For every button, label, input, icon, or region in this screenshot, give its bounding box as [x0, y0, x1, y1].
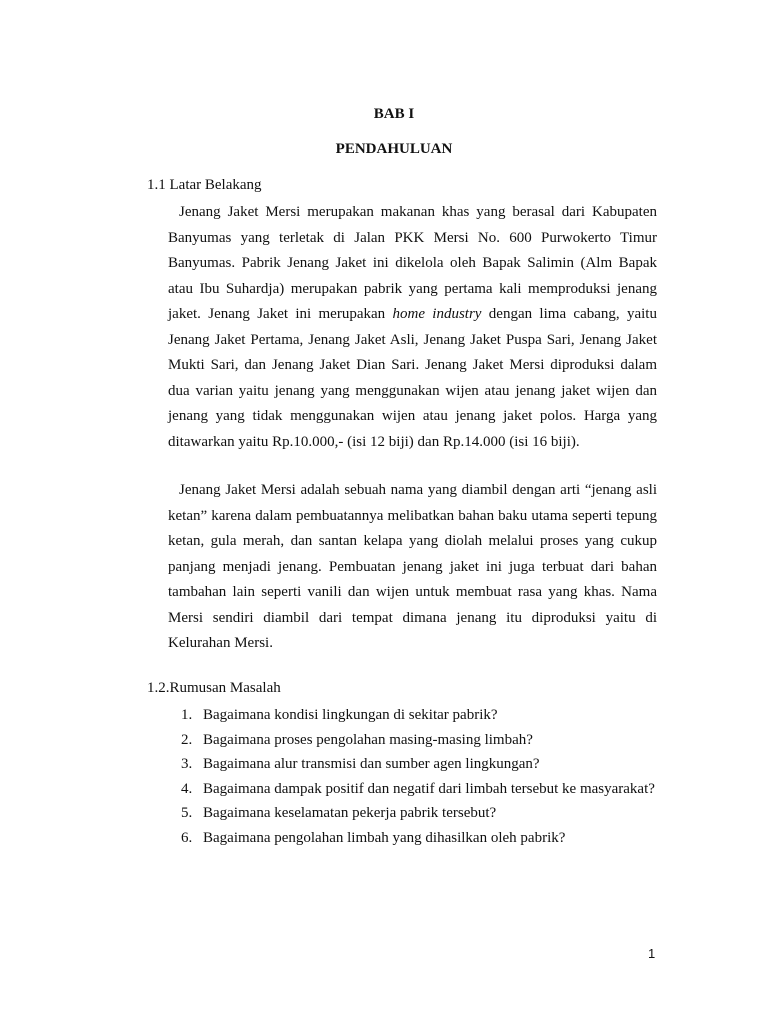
list-item-text: Bagaimana keselamatan pekerja pabrik tersebut?: [203, 805, 497, 821]
paragraph-1-text-a: Jenang Jaket Mersi merupakan makanan khas yang berasal dari Kabupaten Banyumas yang terletak di Jalan PKK Mersi No. 600 Purwokerto Timur Banyumas. Pabrik Jenang Jaket ini dikelola oleh Bapak Salimin (Alm Bapak atau Ibu Suhardja) merupakan pabrik yang pertama kali memproduksi jenang jaket. Jenang Jaket ini merupakan: [168, 204, 657, 322]
list-item-text: Bagaimana pengolahan limbah yang dihasilkan oleh pabrik?: [203, 829, 566, 846]
list-item-number: 6.: [181, 829, 193, 846]
paragraph-2: [168, 478, 657, 657]
paragraph-1-italic: home industry: [392, 306, 482, 322]
problem-list: [181, 703, 657, 850]
list-item-number: 1.: [181, 707, 193, 723]
chapter-number: BAB I: [373, 106, 415, 122]
list-item-text: Bagaimana alur transmisi dan sumber agen lingkungan?: [203, 756, 540, 772]
list-item: [181, 777, 657, 802]
list-item-number: 4.: [181, 780, 193, 797]
page-number: 1: [648, 946, 656, 961]
section-heading-latar-belakang: 1.1 Latar Belakang: [147, 177, 262, 193]
list-item-number: 5.: [181, 805, 193, 821]
paragraph-1-text-b: dengan lima cabang, yaitu Jenang Jaket Pertama, Jenang Jaket Asli, Jenang Jaket Puspa Sari, Jenang Jaket Mukti Sari, dan Jenang Jaket Dian Sari. Jenang Jaket Mersi diproduksi dalam dua varian yaitu jenang yang menggunakan wijen atau jenang jaket wijen dan jenang yang tidak menggunakan wijen atau jenang jaket polos. Harga yang ditawarkan yaitu Rp.10.000,- (isi 12 biji) dan Rp.14.000 (isi 16 biji).: [168, 306, 657, 450]
section-heading-rumusan-masalah: 1.2.Rumusan Masalah: [147, 680, 281, 696]
list-item-number: 3.: [181, 756, 193, 772]
list-item: [181, 826, 657, 851]
list-item-text: Bagaimana dampak positif dan negatif dari limbah tersebut ke masyarakat?: [203, 780, 655, 797]
list-item-text: Bagaimana kondisi lingkungan di sekitar pabrik?: [203, 707, 498, 723]
paragraph-1: [168, 200, 657, 455]
list-item: [181, 801, 657, 826]
list-item: [181, 728, 657, 753]
paragraph-2-text: Jenang Jaket Mersi adalah sebuah nama yang diambil dengan arti “jenang asli ketan” karena dalam pembuatannya melibatkan bahan baku utama seperti tepung ketan, gula merah, dan santan kelapa yang diolah melalui proses yang cukup panjang menjadi jenang. Pembuatan jenang jaket ini juga terbuat dari bahan tambahan lain seperti vanili dan wijen untuk membuat rasa yang khas. Nama Mersi sendiri diambil dari tempat dimana jenang itu diproduksi yaitu di Kelurahan Mersi.: [168, 482, 657, 651]
list-item: [181, 752, 657, 777]
list-item: [181, 703, 657, 728]
list-item-text: Bagaimana proses pengolahan masing-masing limbah?: [203, 731, 533, 748]
chapter-title: PENDAHULUAN: [335, 141, 453, 157]
list-item-number: 2.: [181, 731, 193, 748]
